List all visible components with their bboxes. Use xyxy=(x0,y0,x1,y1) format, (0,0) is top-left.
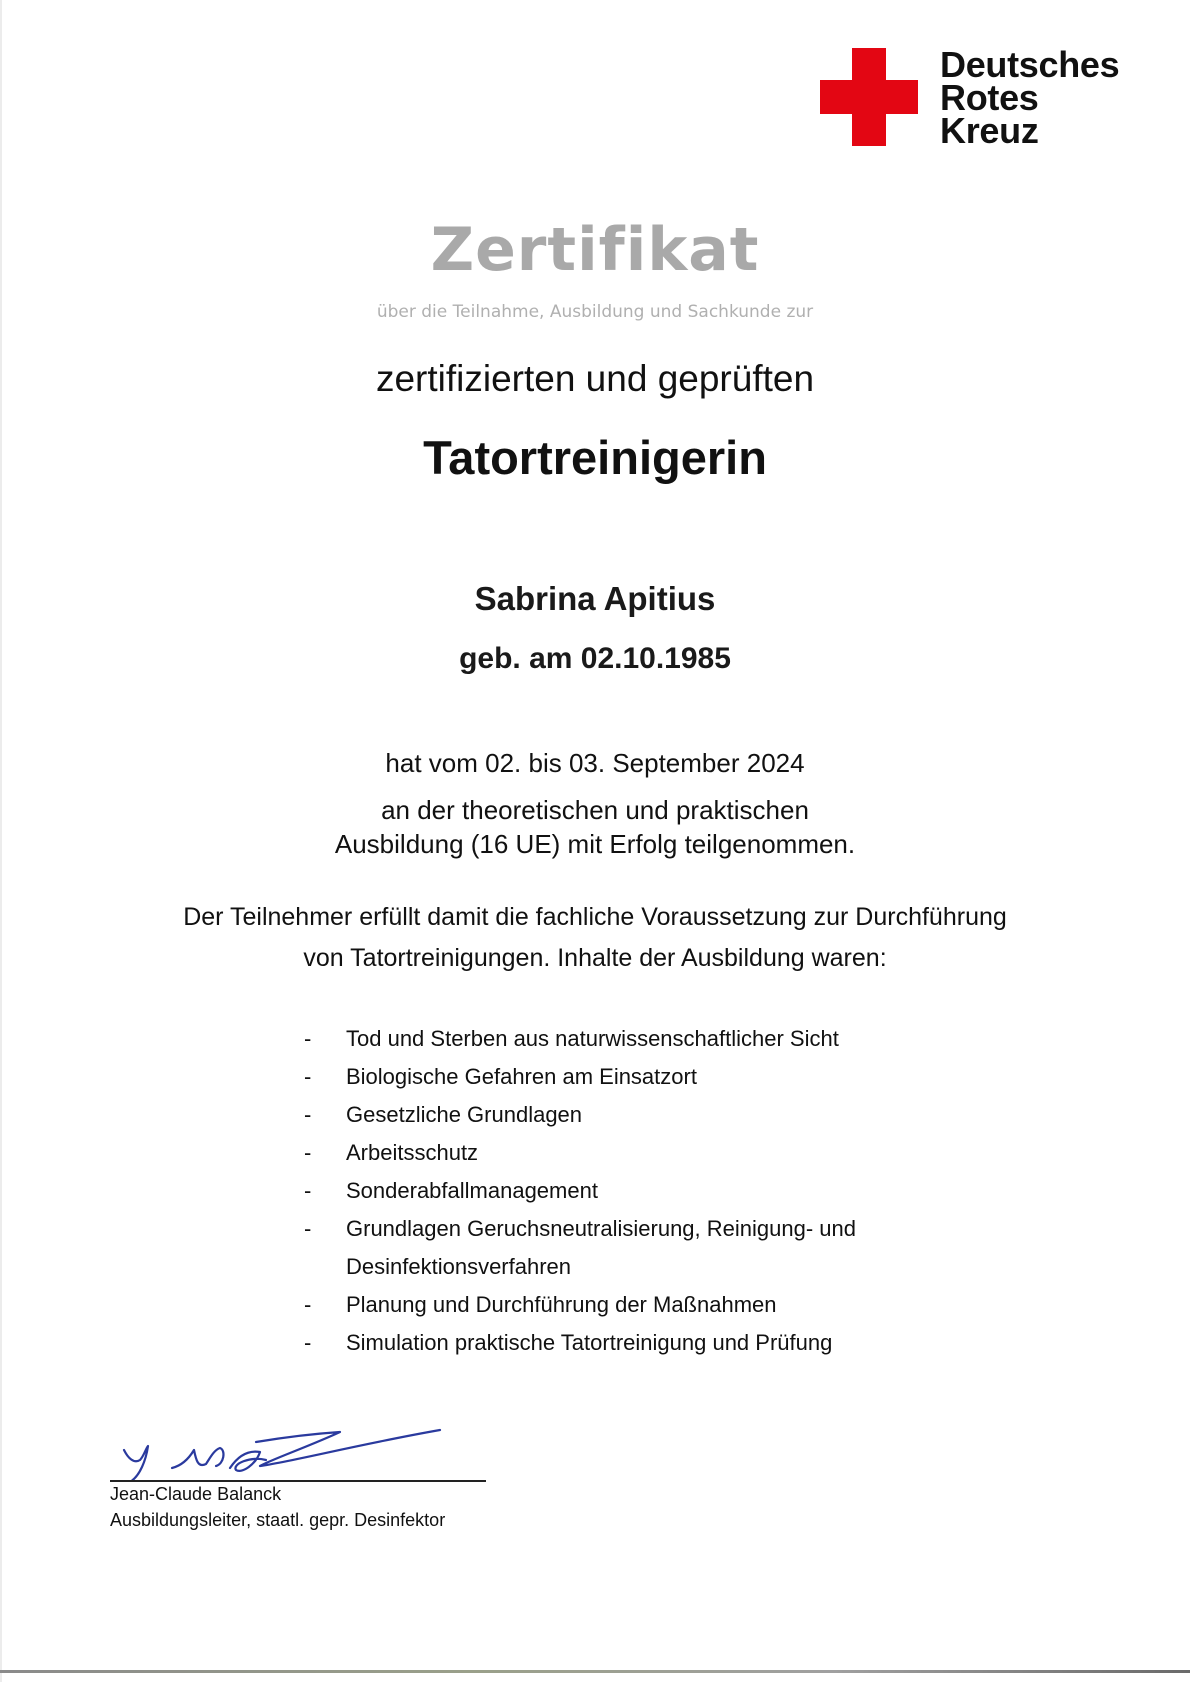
signatory-role: Ausbildungsleiter, staatl. gepr. Desinfektor xyxy=(110,1510,446,1530)
requirement-line: von Tatortreinigungen. Inhalte der Ausbildung waren: xyxy=(303,944,887,972)
topic-label: Arbeitsschutz xyxy=(346,1140,479,1165)
scan-edge-bottom xyxy=(0,1670,1190,1673)
topic-label: Biologische Gefahren am Einsatzort xyxy=(346,1064,697,1089)
topic-label: Tod und Sterben aus naturwissenschaftlicher Sicht xyxy=(346,1026,839,1051)
topic-label: Simulation praktische Tatortreinigung und Prüfung xyxy=(346,1330,833,1355)
certificate-title: Zertifikat xyxy=(430,215,760,285)
signature-line xyxy=(110,1480,486,1482)
handwritten-signature xyxy=(110,1420,490,1480)
topic-label: Sonderabfallmanagement xyxy=(346,1178,598,1203)
training-topics-list xyxy=(300,1020,856,1362)
list-item xyxy=(300,1058,856,1096)
organization-name-line: Deutsches xyxy=(940,44,1120,85)
bullet-dash: - xyxy=(304,1178,312,1203)
statement-line: an der theoretischen und praktischen xyxy=(381,795,809,825)
statement-line: hat vom 02. bis 03. September 2024 xyxy=(385,748,805,778)
red-cross-icon xyxy=(820,48,918,146)
statement-line: Ausbildung (16 UE) mit Erfolg teilgenommen. xyxy=(334,829,856,859)
list-item xyxy=(300,1324,856,1362)
qualification-title: Tatortreinigerin xyxy=(423,431,767,484)
bullet-dash: - xyxy=(304,1292,312,1317)
list-item xyxy=(300,1134,856,1172)
topic-label: Planung und Durchführung der Maßnahmen xyxy=(346,1292,777,1317)
bullet-dash: - xyxy=(304,1026,312,1051)
list-item xyxy=(300,1210,856,1286)
requirement-line: Der Teilnehmer erfüllt damit die fachliche Voraussetzung zur Durchführung xyxy=(183,903,1007,931)
recipient-date-of-birth: geb. am 02.10.1985 xyxy=(459,642,731,675)
list-item xyxy=(300,1096,856,1134)
bullet-dash: - xyxy=(304,1216,312,1241)
bullet-dash: - xyxy=(304,1102,312,1127)
organization-name-line: Kreuz xyxy=(940,110,1039,151)
topic-label-continuation: Desinfektionsverfahren xyxy=(346,1254,572,1279)
bullet-dash: - xyxy=(304,1140,312,1165)
bullet-dash: - xyxy=(304,1064,312,1089)
list-item xyxy=(300,1172,856,1210)
topic-label: Grundlagen Geruchsneutralisierung, Reinigung- und xyxy=(346,1216,856,1241)
recipient-name: Sabrina Apitius xyxy=(474,580,716,617)
list-item xyxy=(300,1020,856,1058)
bullet-dash: - xyxy=(304,1330,312,1355)
signatory-name: Jean-Claude Balanck xyxy=(110,1484,282,1504)
certificate-subtitle: über die Teilnahme, Ausbildung und Sachkunde zur xyxy=(376,302,814,322)
list-item xyxy=(300,1286,856,1324)
topic-label: Gesetzliche Grundlagen xyxy=(346,1102,583,1127)
organization-name-line: Rotes xyxy=(940,77,1039,118)
qualification-prefix: zertifizierten und geprüften xyxy=(375,358,815,399)
organization-name xyxy=(940,44,1120,151)
